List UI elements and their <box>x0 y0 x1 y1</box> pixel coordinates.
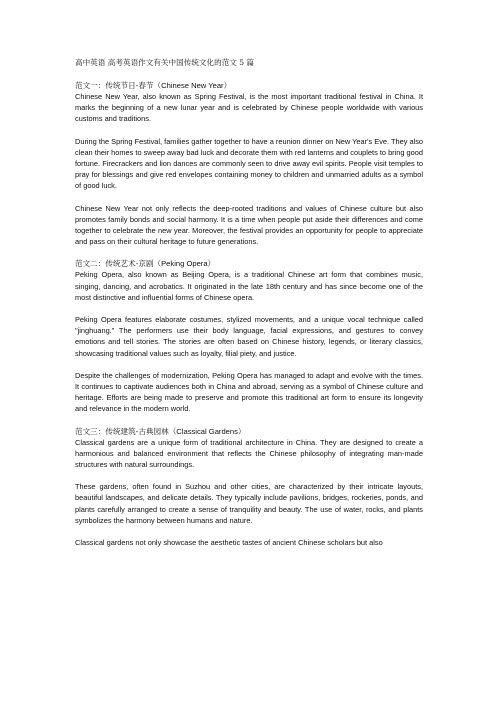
essay-section-2 <box>75 258 423 414</box>
paragraph: Classical gardens are a unique form of traditional architecture in China. They are designed to create a harmonious and balanced environment that reflects the Chinese philosophy of integrating man-made structures with natural surroundings. <box>75 437 423 470</box>
section-heading-close: ） <box>207 259 216 269</box>
paragraph: Peking Opera, also known as Beijing Opera, is a traditional Chinese art form that combines music, singing, dancing, and acrobatics. It originated in the late 18th century and has since become one of the most distinctive and influential forms of Chinese opera. <box>75 270 423 302</box>
section-heading-en: Classical Gardens <box>176 426 238 436</box>
document-title: 高中英语 高考英语作文有关中国传统文化的范文 5 篇 <box>75 58 255 67</box>
paragraph: Peking Opera features elaborate costumes, stylized movements, and a unique vocal technique called "jinghuang." The performers use their body language, facial expressions, and gestures to convey emotions and tell stories. The stories are often based on Chinese history, legends, or literary classics, showcasing traditional values such as loyalty, filial piety, and justice. <box>75 315 423 358</box>
document-page <box>75 57 423 559</box>
paragraph: Classical gardens not only showcase the aesthetic tastes of ancient Chinese scholars but also <box>75 538 383 548</box>
section-heading-close: ） <box>237 426 246 436</box>
paragraph: These gardens, often found in Suzhou and other cities, are characterized by their intricate layouts, beautiful landscapes, and delicate details. They typically include pavilions, bridges, rockeries, ponds, and plants carefully arranged to create a sense of tranquility and beauty. The use of water, rocks, and plants symbolizes the harmony between humans and nature. <box>75 482 423 525</box>
section-heading <box>75 258 423 269</box>
paragraph: Chinese New Year not only reflects the deep-rooted traditions and values of Chinese culture but also promotes family bonds and social harmony. It is a time when people put aside their differences and come together to celebrate the new year. Moreover, the festival provides an opportunity for people to appreciate and pass on their cultural heritage to future generations. <box>75 203 423 247</box>
paragraph: During the Spring Festival, families gather together to have a reunion dinner on New Year's Eve. They also clean their homes to sweep away bad luck and decorate them with red lanterns and couplets to bring good fortune. Firecrackers and lion dances are commonly seen to drive away evil spirits. People visit temples to pray for blessings and give red envelopes containing money to children and unmarried adults as a symbol of good luck. <box>75 136 424 191</box>
essay-section-1 <box>75 80 423 247</box>
section-heading-close: ） <box>223 81 232 90</box>
section-heading-en: Peking Opera <box>161 259 208 269</box>
section-heading <box>75 80 423 91</box>
section-heading-cn: 范文二：传统艺术-京剧（ <box>75 259 162 269</box>
paragraph: Despite the challenges of modernization, Peking Opera has managed to adapt and evolve with the times. It continues to captivate audiences both in China and abroad, serving as a symbol of Chinese culture and heritage. Efforts are being made to preserve and promote this traditional art form to ensure its longevity and relevance in the modern world. <box>75 370 423 414</box>
essay-section-3 <box>75 426 423 549</box>
paragraph: Chinese New Year, also known as Spring Festival, is the most important traditional festival in China. It marks the beginning of a new lunar year and is celebrated by Chinese people worldwide with various customs and traditions. <box>75 92 423 124</box>
section-heading-cn: 范文三：传统建筑-古典园林（ <box>75 426 177 436</box>
section-heading <box>75 426 423 437</box>
section-heading-en: Chinese New Year <box>161 81 224 90</box>
section-heading-cn: 范文一：传统节日-春节（ <box>75 81 162 90</box>
